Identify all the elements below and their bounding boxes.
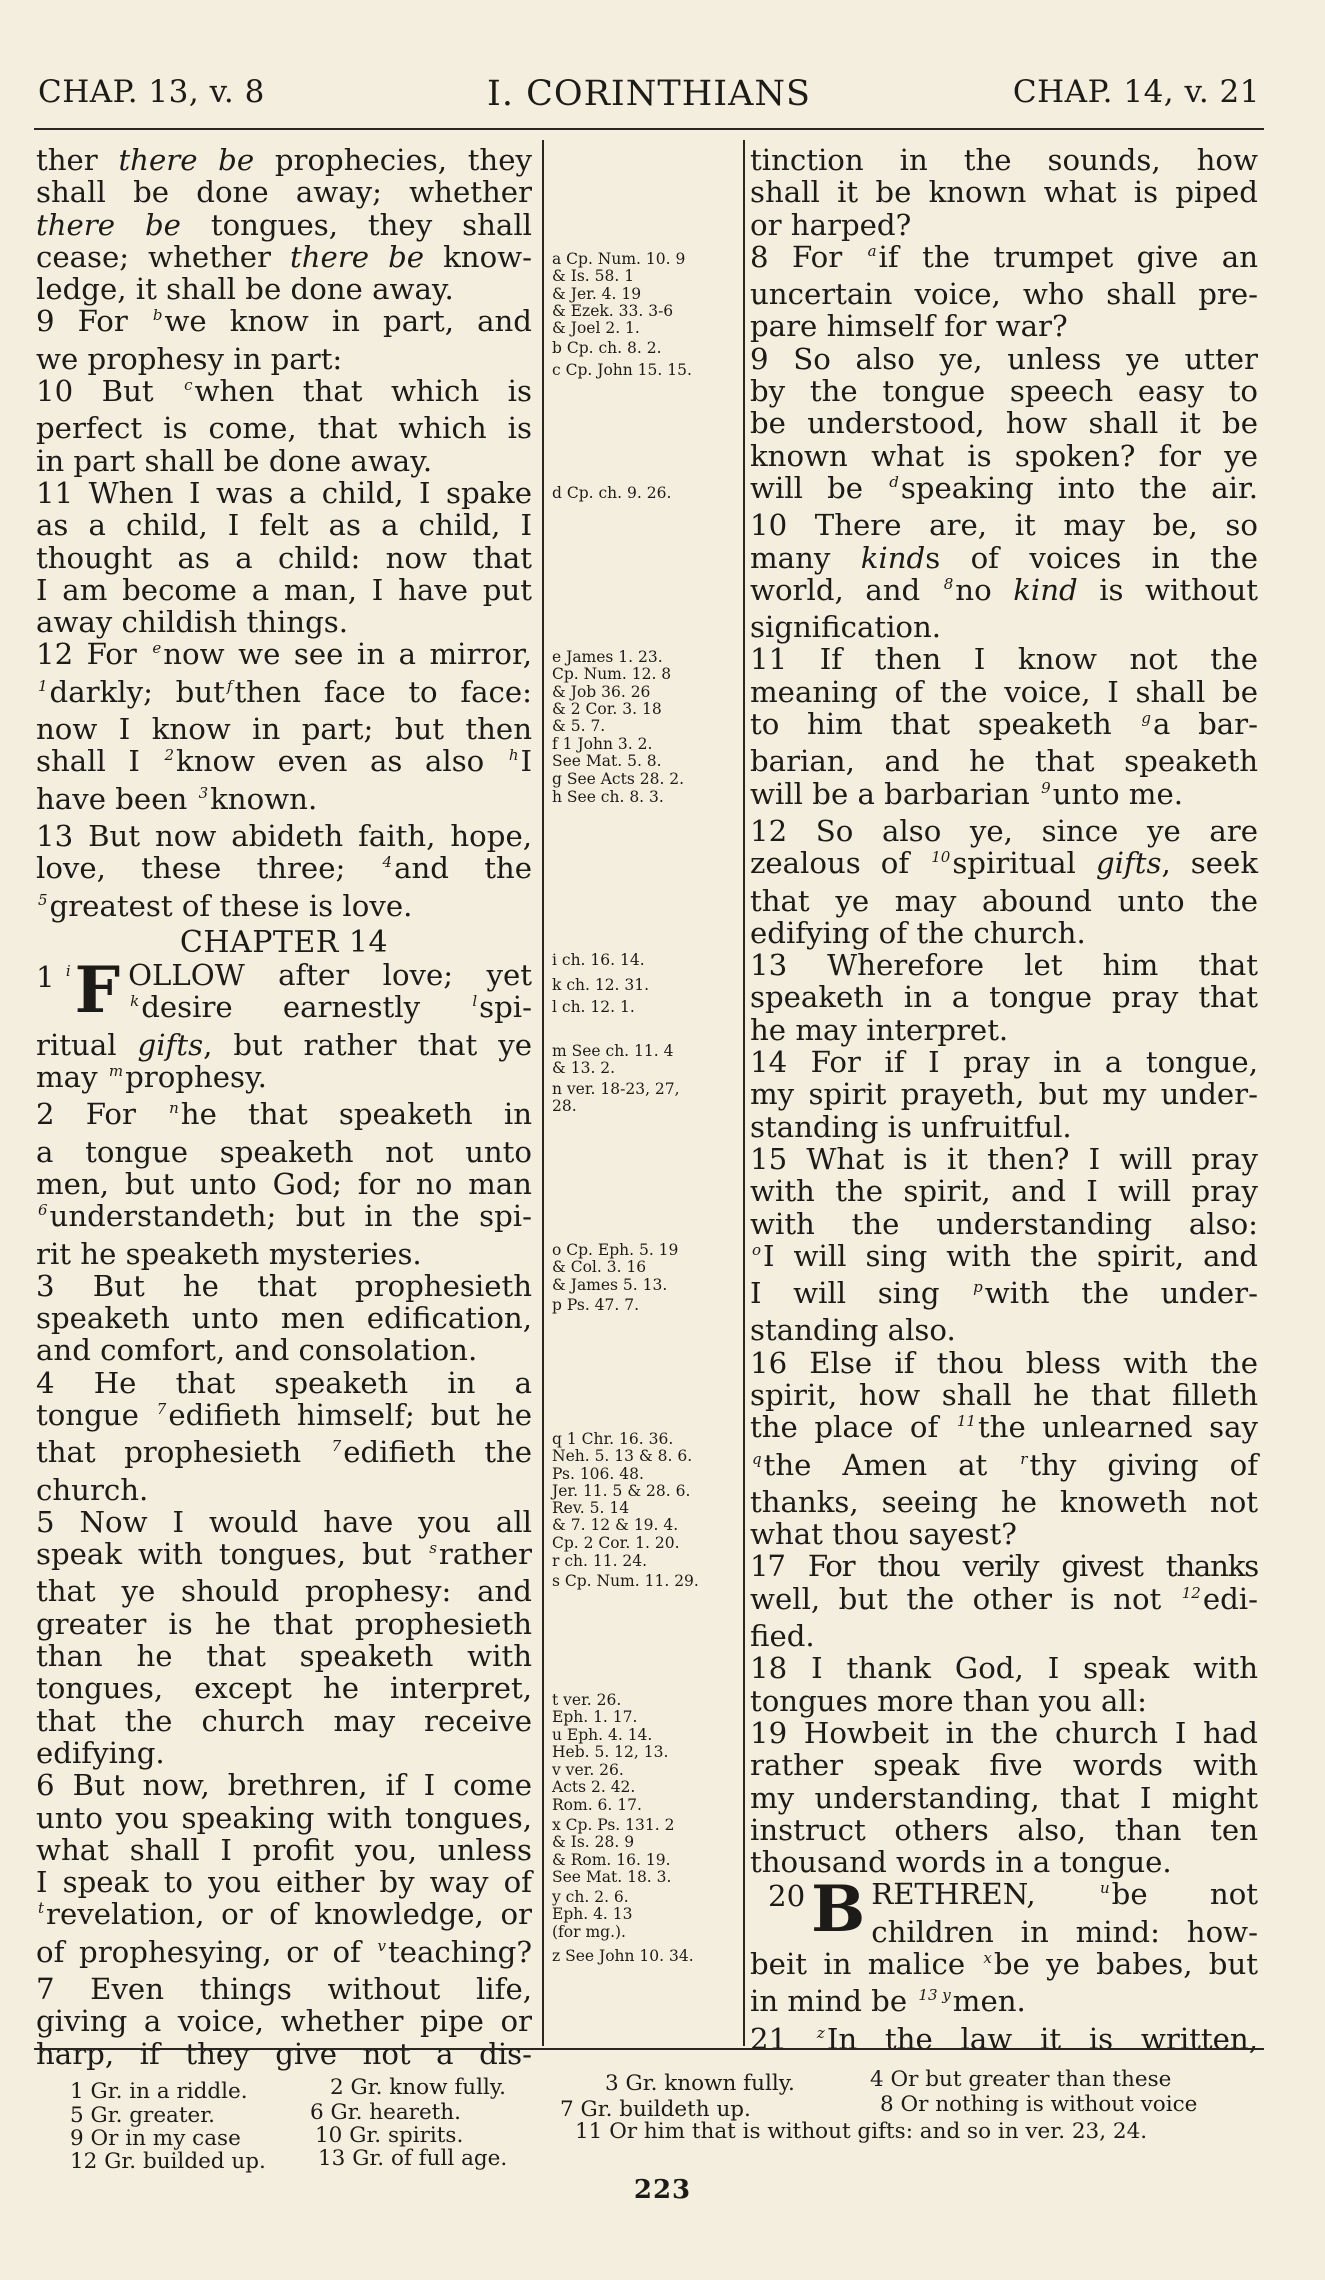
- cross-ref-d: d Cp. ch. 9. 26.: [552, 484, 672, 502]
- ref-marker: t: [38, 1899, 45, 1918]
- verse-5: 5 Now I would have you all: [36, 1504, 532, 1539]
- text-line: as a child, I felt as a child, I: [36, 508, 532, 543]
- footnote-12: 12 Gr. builded up.: [70, 2149, 266, 2174]
- text-line: spirit, how shall he that filleth: [750, 1377, 1258, 1412]
- chapter-heading: CHAPTER 14: [179, 924, 389, 960]
- verse-13: 13 But now abideth faith, hope,: [36, 818, 532, 853]
- verse-17: 17 For thou verily givest thanks: [750, 1549, 1258, 1584]
- verse-12: 12 For $^e$now we see in a mirror,: [36, 637, 532, 672]
- cross-ref-x: x Cp. Ps. 131. 2 & Is. 28. 9 & Rom. 16. 19. See Mat. 18. 3.: [552, 1816, 675, 1886]
- verse-11: 11 When I was a child, I spake: [36, 475, 532, 510]
- cross-ref-r: r ch. 11. 24.: [552, 1552, 648, 1570]
- chapter-14-opening: [36, 953, 532, 1062]
- text-line: tinction in the sounds, how: [750, 143, 1258, 177]
- text-line: we prophesy in part:: [36, 341, 343, 376]
- text-line: in mind be $^{13 y}$men.: [750, 1984, 1026, 2019]
- verse-19: 19 Howbeit in the church I had: [750, 1715, 1258, 1750]
- text-line: the place of $^{11}$the unlearned say: [750, 1410, 1258, 1445]
- cross-ref-p: p Ps. 47. 7.: [552, 1296, 640, 1314]
- cross-ref-g: g See Acts 28. 2.: [552, 770, 685, 788]
- footnote-9: 9 Or in my case: [70, 2126, 241, 2151]
- text-line: with the understanding also:: [750, 1206, 1258, 1241]
- ref-marker: v: [377, 1936, 386, 1955]
- cross-ref-v: v ver. 26. Acts 2. 42. Rom. 6. 17.: [552, 1761, 642, 1814]
- footnote-1: 1 Gr. in a riddle.: [70, 2079, 248, 2104]
- footnote-marker: 4: [382, 853, 393, 872]
- text-line: tongues, except he interpret,: [36, 1671, 532, 1706]
- verse-16: 16 Else if thou bless with the: [750, 1345, 1258, 1380]
- text-line: harp, if they give not a dis-: [36, 2036, 532, 2071]
- text-line: ther there be prophecies, they: [36, 143, 532, 177]
- footnote-marker: 8: [943, 574, 954, 593]
- text-line: there be tongues, they shall: [36, 207, 532, 242]
- verse-12b: 12 So also ye, since ye are: [750, 813, 1258, 848]
- text-line: known what is spoken? for ye: [750, 438, 1258, 473]
- verse-10: 10 But $^c$when that which is: [36, 374, 532, 409]
- text-line: shall it be known what is piped: [750, 175, 1258, 210]
- ref-marker: p: [973, 1278, 983, 1297]
- text-line: standing is unfruitful.: [750, 1109, 1072, 1144]
- verse-18: 18 I thank God, I speak with: [750, 1651, 1258, 1686]
- text-line: unto you speaking with tongues,: [36, 1800, 532, 1835]
- ref-marker: r: [1020, 1449, 1028, 1468]
- header-right: CHAP. 14, v. 21: [1012, 74, 1260, 110]
- footnote-7: 7 Gr. buildeth up.: [560, 2097, 751, 2122]
- text-line: ledge, it shall be done away.: [36, 272, 454, 307]
- ref-marker: m: [108, 1062, 124, 1081]
- footnote-marker: 9: [1041, 778, 1051, 797]
- text-line: barian, and he that speaketh: [750, 744, 1258, 779]
- cross-ref-f: f 1 John 3. 2. See Mat. 5. 8.: [552, 735, 662, 771]
- text-line: or harped?: [750, 207, 912, 242]
- ref-marker: a: [867, 241, 877, 260]
- verse-11b: 11 If then I know not the: [750, 642, 1258, 677]
- column-divider-right: [743, 140, 745, 2046]
- cross-ref-e: e James 1. 23. Cp. Num. 12. 8 & Job 36. 26 & 2 Cor. 3. 18 & 5. 7.: [552, 648, 672, 736]
- footnote-rule: [34, 2048, 1264, 2050]
- text-line: men, but unto God; for no man: [36, 1166, 532, 1201]
- text-line: in part shall be done away.: [36, 443, 433, 478]
- text-line: have been $^3$known.: [36, 781, 318, 816]
- cross-ref-u: u Eph. 4. 14. Heb. 5. 12, 13.: [552, 1726, 669, 1762]
- text-line: will be $^d$speaking into the air.: [750, 470, 1259, 505]
- text-line: $^1$darkly; but $^f$then face to face:: [38, 674, 532, 709]
- text-line: my understanding, that I might: [750, 1780, 1258, 1815]
- text-line: thousand words in a tongue.: [750, 1845, 1172, 1880]
- text-line: cease; whether there be know-: [36, 239, 532, 274]
- footnote-marker: 7: [156, 1399, 167, 1418]
- text-line: of prophesying, or of $^v$teaching?: [36, 1934, 533, 1969]
- text-line: that ye may abound unto the: [750, 883, 1258, 918]
- verse-8: 8 For $^a$if the trumpet give an: [750, 239, 1258, 274]
- ref-marker: s: [429, 1539, 437, 1558]
- text-line: speaketh in a tongue pray that: [750, 980, 1258, 1015]
- verse-4: 4 He that speaketh in a: [36, 1365, 532, 1400]
- text-line: edifying.: [36, 1735, 165, 1770]
- text-line: instruct others also, than ten: [750, 1812, 1258, 1847]
- footnote-11: 11 Or him that is without gifts: and so in ver. 23, 24.: [575, 2119, 1148, 2144]
- footnote-marker: 13 y: [918, 1986, 951, 2005]
- text-line: giving a voice, whether pipe or: [36, 2004, 532, 2039]
- text-line: I speak to you either by way of: [36, 1865, 532, 1900]
- cross-ref-s: s Cp. Num. 11. 29.: [552, 1572, 699, 1590]
- footnote-marker: 12: [1181, 1583, 1201, 1602]
- text-line: pare himself for war?: [750, 309, 1068, 344]
- text-line: fied.: [750, 1619, 815, 1654]
- text-column-left: [36, 144, 532, 2070]
- verse-3: 3 But he that prophesieth: [36, 1268, 532, 1303]
- text-line: than he that speaketh with: [36, 1639, 532, 1674]
- text-line: away childish things.: [36, 605, 349, 640]
- text-line: with the spirit, and I will pray: [750, 1174, 1258, 1209]
- text-line: to him that speaketh $^g$a bar-: [750, 707, 1258, 742]
- text-line: signification.: [750, 610, 942, 645]
- text-line: may $^m$prophesy.: [36, 1060, 267, 1095]
- drop-cap: F: [74, 953, 121, 1029]
- cross-ref-c: c Cp. John 15. 15.: [552, 361, 692, 379]
- text-line: uncertain voice, who shall pre-: [750, 277, 1258, 312]
- drop-cap: B: [811, 1872, 866, 1948]
- text-line: greater is he that prophesieth: [36, 1606, 532, 1641]
- header-book-title: I. CORINTHIANS: [487, 74, 811, 114]
- text-line: $^t$revelation, or of knowledge, or: [38, 1897, 532, 1932]
- cross-ref-h: h See ch. 8. 3.: [552, 788, 664, 806]
- text-line: many kinds of voices in the: [750, 540, 1258, 575]
- ref-marker: z: [816, 2023, 825, 2042]
- page-number: 223: [633, 2175, 692, 2205]
- cross-ref-y: y ch. 2. 6. Eph. 4. 13 (for mg.).: [552, 1888, 633, 1941]
- text-line: be understood, how shall it be: [750, 406, 1258, 441]
- text-line: and comfort, and consolation.: [36, 1333, 478, 1368]
- text-line: my spirit prayeth, but my under-: [750, 1077, 1258, 1112]
- text-line: zealous of $^{10}$spiritual gifts, seek: [750, 846, 1259, 881]
- text-line: speaketh unto men edification,: [36, 1301, 532, 1336]
- footnote-marker: 1: [38, 676, 48, 695]
- verse-number: 1 $^i$: [36, 960, 71, 995]
- column-divider-left: [542, 140, 544, 2046]
- text-line: what shall I profit you, unless: [36, 1832, 532, 1867]
- text-line: he may interpret.: [750, 1012, 1009, 1047]
- verse-10b: 10 There are, it may be, so: [750, 508, 1258, 543]
- text-line: shall I $^2$know even as also $^h$I: [36, 744, 533, 779]
- cross-ref-k: k ch. 12. 31.: [552, 976, 650, 994]
- ref-marker: n: [169, 1099, 179, 1118]
- text-line: perfect is come, that which is: [36, 411, 532, 446]
- verse-15: 15 What is it then? I will pray: [750, 1141, 1258, 1176]
- text-line: RETHREN, $^u$be not: [871, 1877, 1258, 1912]
- text-line: a tongue speaketh not unto: [36, 1134, 532, 1169]
- ref-marker: o: [752, 1240, 762, 1259]
- text-line: world, and $^8$no kind is without: [750, 572, 1258, 607]
- text-line: church.: [36, 1472, 149, 1507]
- cross-ref-z: z See John 10. 34.: [552, 1947, 694, 1965]
- footnote-4: 4 Or but greater than these: [870, 2067, 1172, 2092]
- footnote-marker: 5: [38, 890, 48, 909]
- verse-9b: 9 So also ye, unless ye utter: [750, 341, 1258, 376]
- text-line: meaning of the voice, I shall be: [750, 674, 1258, 709]
- text-line: edifying of the church.: [750, 915, 1086, 950]
- text-line: that ye should prophesy: and: [36, 1574, 532, 1609]
- text-column-right: [750, 144, 1258, 2060]
- text-line: well, but the other is not $^{12}$edi-: [750, 1581, 1258, 1616]
- cross-ref-i: i ch. 16. 14.: [552, 951, 645, 969]
- verse-number: 20: [768, 1879, 806, 1914]
- ref-marker: k: [130, 992, 140, 1011]
- cross-ref-q: q 1 Chr. 16. 36. Neh. 5. 13 & 8. 6. Ps. 106. 48. Jer. 11. 5 & 28. 6. Rev. 5. 14 & 7. 12 & 19. 4. Cp. 2 Cor. 1. 20.: [552, 1430, 693, 1552]
- footnote-marker: 11: [956, 1412, 976, 1431]
- text-line: tongue $^7$edifieth himself; but he: [36, 1397, 532, 1432]
- ref-marker: h: [508, 746, 519, 765]
- verse-13b: 13 Wherefore let him that: [750, 948, 1258, 983]
- text-line: $^o$I will sing with the spirit, and: [752, 1238, 1258, 1273]
- cross-ref-o: o Cp. Eph. 5. 19 & Col. 3. 16 & James 5. 13.: [552, 1241, 679, 1294]
- footnote-13: 13 Gr. of full age.: [318, 2146, 508, 2171]
- text-line: standing also.: [750, 1313, 956, 1348]
- verse-6: 6 But now, brethren, if I come: [36, 1768, 532, 1803]
- text-line: ritual gifts, but rather that ye: [36, 1027, 532, 1062]
- ref-marker: u: [1099, 1879, 1110, 1898]
- ref-marker: b: [152, 306, 163, 325]
- footnote-marker: 3: [198, 783, 209, 802]
- cross-ref-a: a Cp. Num. 10. 9 & Is. 58. 1 & Jer. 4. 19 & Ezek. 33. 3-6 & Joel 2. 1.: [552, 250, 686, 338]
- cross-ref-n: n ver. 18-23, 27, 28.: [552, 1080, 680, 1116]
- text-line: $^q$the Amen at $^r$thy giving of: [752, 1447, 1258, 1482]
- ref-marker: l: [472, 992, 478, 1011]
- footnote-8: 8 Or nothing is without voice: [880, 2092, 1198, 2117]
- text-line: I am become a man, I have put: [36, 572, 532, 607]
- text-line: that the church may receive: [36, 1703, 532, 1738]
- verse-20-opening: [750, 1872, 1258, 1949]
- text-line: will be a barbarian $^9$unto me.: [750, 776, 1184, 811]
- verse-7: 7 Even things without life,: [36, 1972, 532, 2007]
- cross-ref-b: b Cp. ch. 8. 2.: [552, 339, 662, 357]
- footnote-marker: 6: [38, 1201, 48, 1220]
- header-rule: [34, 128, 1264, 130]
- text-line: children in mind: how-: [871, 1914, 1258, 1949]
- ref-marker: g: [1141, 709, 1151, 728]
- cross-ref-l: l ch. 12. 1.: [552, 998, 635, 1016]
- cross-ref-t: t ver. 26. Eph. 1. 17.: [552, 1691, 638, 1727]
- ref-marker: e: [152, 639, 162, 658]
- text-line: OLLOW after love; yet: [128, 958, 532, 993]
- verse-21: 21 $^z$In the law it is written,: [750, 2021, 1258, 2056]
- footnote-10: 10 Gr. spirits.: [315, 2123, 464, 2148]
- ref-marker: q: [752, 1449, 762, 1468]
- text-line: $^5$greatest of these is love.: [38, 888, 413, 923]
- footnote-marker: 2: [164, 746, 175, 765]
- text-line: by the tongue speech easy to: [750, 374, 1258, 409]
- text-line: what thou sayest?: [750, 1517, 1017, 1552]
- text-line: shall be done away; whether: [36, 175, 532, 210]
- text-line: rit he speaketh mysteries.: [36, 1236, 422, 1271]
- footnote-5: 5 Gr. greater.: [70, 2103, 215, 2128]
- text-line: that prophesieth $^7$edifieth the: [36, 1435, 532, 1470]
- footnote-marker: 7: [331, 1437, 342, 1456]
- footnote-3: 3 Gr. known fully.: [605, 2071, 795, 2096]
- verse-2: 2 For $^n$he that speaketh in: [36, 1097, 533, 1132]
- ref-marker: f: [226, 676, 233, 695]
- footnote-marker: 10: [931, 848, 951, 867]
- ref-marker: c: [184, 376, 193, 395]
- text-line: $^6$understandeth; but in the spi-: [38, 1199, 532, 1234]
- ref-marker: d: [889, 472, 899, 491]
- verse-14: 14 For if I pray in a tongue,: [750, 1045, 1258, 1080]
- ref-marker: i: [65, 962, 71, 981]
- text-line: now I know in part; but then: [36, 712, 532, 747]
- text-line: I will sing $^p$with the under-: [750, 1276, 1258, 1311]
- running-header: [38, 74, 1260, 122]
- text-line: rather speak five words with: [750, 1748, 1258, 1783]
- text-line: love, these three; $^4$and the: [36, 851, 533, 886]
- footnote-2: 2 Gr. know fully.: [330, 2075, 507, 2100]
- text-line: beit in malice $^x$be ye babes, but: [750, 1947, 1258, 1982]
- text-line: tongues more than you all:: [750, 1683, 1147, 1718]
- cross-ref-m: m See ch. 11. 4 & 13. 2.: [552, 1042, 674, 1078]
- footnote-6: 6 Gr. heareth.: [310, 2100, 461, 2125]
- verse-9: 9 For $^b$we know in part, and: [36, 304, 532, 339]
- text-line: $^k$desire earnestly $^l$spi-: [130, 990, 532, 1025]
- text-line: thought as a child: now that: [36, 540, 532, 575]
- text-line: speak with tongues, but $^s$rather: [36, 1537, 532, 1572]
- header-left: CHAP. 13, v. 8: [38, 74, 265, 110]
- text-line: thanks, seeing he knoweth not: [750, 1484, 1258, 1519]
- ref-marker: x: [983, 1949, 992, 1968]
